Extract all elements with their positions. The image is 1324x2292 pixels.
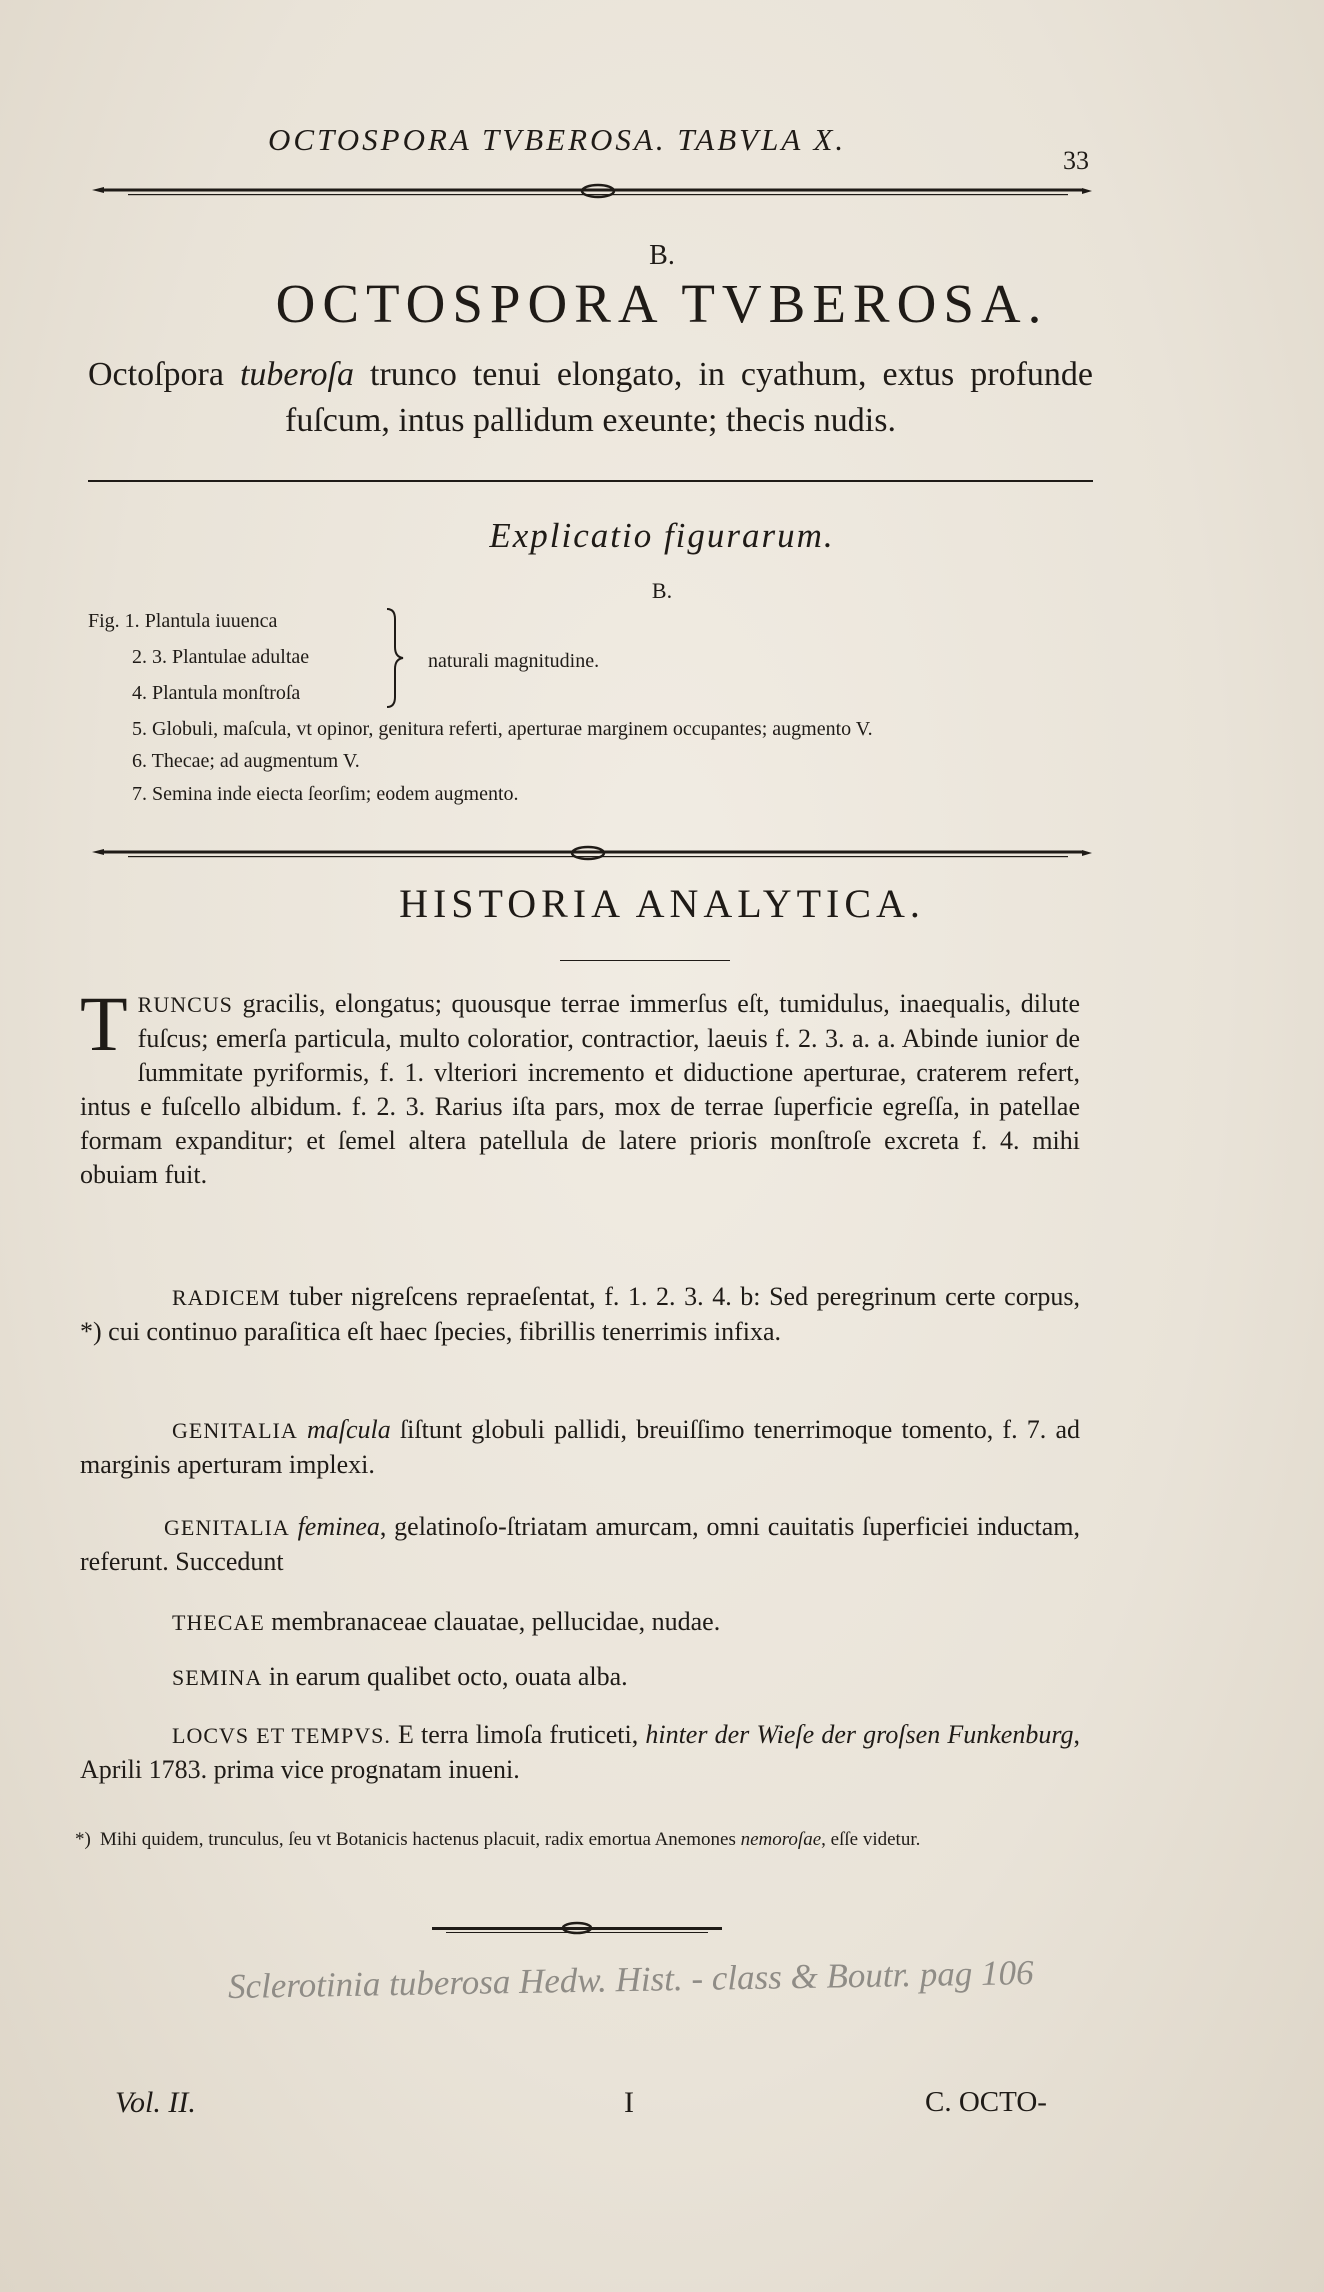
paragraph-lead: GENITALIA (172, 1418, 298, 1443)
title-rule (88, 480, 1093, 482)
figure-item: 2. 3. Plantulae adultae (132, 646, 310, 668)
explicatio-title: Explicatio figurarum. (489, 516, 835, 555)
paragraph-italic: hinter der Wieſe der groſsen Funkenburg (645, 1720, 1074, 1749)
bottom-ornamental-rule (432, 1918, 722, 1940)
genitalia-mascula-paragraph (80, 1413, 1080, 1482)
paragraph-text: ſiſtunt globuli pallidi, breuiſſimo tenerrimoque tomento, f. 7. ad marginis aperturam implexi. (80, 1415, 1081, 1479)
radicem-paragraph (80, 1280, 1080, 1349)
paragraph-text: tuber nigreſcens repraeſentat, f. 1. 2. 3. 4. b: Sed peregrinum certe corpus, *) cui continuo paraſitica eſt haec ſpecies, fibrillis tenerrimis infixa. (80, 1282, 1080, 1346)
footnote-marker: *) (75, 1829, 91, 1850)
diagnosis-species: tuberoſa (239, 356, 354, 393)
page-number: 33 (1063, 146, 1089, 175)
middle-ornamental-rule (88, 840, 1093, 868)
handwritten-annotation: Sclerotinia tuberosa Hedw. Hist. - class & Boutr. pag 106 (227, 1952, 1034, 2007)
top-ornamental-rule (88, 178, 1093, 206)
footnote (75, 1825, 1090, 1855)
paragraph-text: membranaceae clauatae, pellucidae, nudae. (264, 1607, 721, 1636)
figure-item: 5. Globuli, maſcula, vt opinor, genitura referti, aperturae marginem occupantes; augmento V. (132, 718, 873, 740)
footnote-tail: , eſſe videtur. (821, 1829, 921, 1850)
figure-item: 6. Thecae; ad augmentum V. (132, 750, 360, 772)
explicatio-letter: B. (651, 578, 673, 603)
truncus-paragraph (80, 980, 1080, 1192)
paragraph-italic: feminea (297, 1512, 380, 1541)
semina-paragraph (80, 1660, 1080, 1695)
paragraph-text: in earum qualibet octo, ouata alba. (262, 1662, 628, 1691)
thecae-paragraph (80, 1605, 1080, 1640)
diagnosis-genus: Octoſpora (88, 356, 224, 393)
footnote-italic: nemoroſae (740, 1829, 822, 1850)
paragraph-lead: LOCVS ET TEMPVS. (172, 1723, 391, 1748)
species-title: OCTOSPORA TVBEROSA. (275, 273, 1049, 334)
section-letter: B. (649, 240, 675, 271)
brace-annotation: naturali magnitudine. (428, 650, 600, 672)
paragraph-italic: maſcula (306, 1415, 391, 1444)
paragraph-text: , gelatinoſo-ſtriatam amurcam, omni cauitatis ſuperficiei inductam, referunt. Succedunt (80, 1512, 1080, 1576)
right-brace-icon (385, 607, 407, 709)
locus-tempus-paragraph (80, 1718, 1080, 1787)
species-diagnosis (88, 352, 1093, 444)
paragraph-lead: SEMINA (172, 1665, 263, 1690)
paragraph-lead: RUNCUS (137, 992, 233, 1017)
paragraph-text: E terra limoſa fruticeti, (390, 1720, 646, 1749)
catchword: C. OCTO- (925, 2086, 1047, 2118)
drop-cap: T (80, 980, 128, 1067)
paragraph-tail: , Aprili 1783. prima vice prognatam inueni. (80, 1720, 1080, 1784)
paragraph-lead: RADICEM (172, 1285, 281, 1310)
paragraph-lead: THECAE (172, 1610, 265, 1635)
figure-item: Fig. 1. Plantula iuuenca (88, 610, 278, 632)
volume-label: Vol. II. (115, 2086, 196, 2119)
figure-item: 4. Plantula monſtroſa (132, 682, 301, 704)
historia-title: HISTORIA ANALYTICA. (399, 881, 925, 926)
signature-mark: I (624, 2086, 634, 2119)
running-head: OCTOSPORA TVBEROSA. TABVLA X. (268, 122, 847, 157)
genitalia-feminea-paragraph (80, 1510, 1080, 1579)
footnote-text: Mihi quidem, trunculus, ſeu vt Botanicis hactenus placuit, radix emortua Anemones (100, 1829, 736, 1850)
paragraph-text: gracilis, elongatus; quousque terrae immerſus eſt, tumidulus, inaequalis, dilute fuſcus; emerſa particula, multo coloratior, contractior, laeuis f. 2. 3. a. a. Abinde iunior de ſummitate pyriformis, f. 1. vlteriori incremento et diductione aperturae, craterem refert, intus e fuſcello albidum. f. 2. 3. Rarius iſta pars, mox de terrae ſuperficie egreſſa, in patellae formam expanditur; et ſemel altera patellula de latere prioris monſtroſe excreta f. 4. mihi obuiam fuit. (80, 989, 1080, 1189)
diagnosis-text: trunco tenui elongato, in cyathum, extus profunde fuſcum, intus pallidum exeunte; thecis nudis. (285, 356, 1094, 439)
paragraph-lead: GENITALIA (164, 1515, 290, 1540)
figure-item: 7. Semina inde eiecta ſeorſim; eodem augmento. (132, 783, 519, 805)
historia-underline (560, 960, 730, 961)
